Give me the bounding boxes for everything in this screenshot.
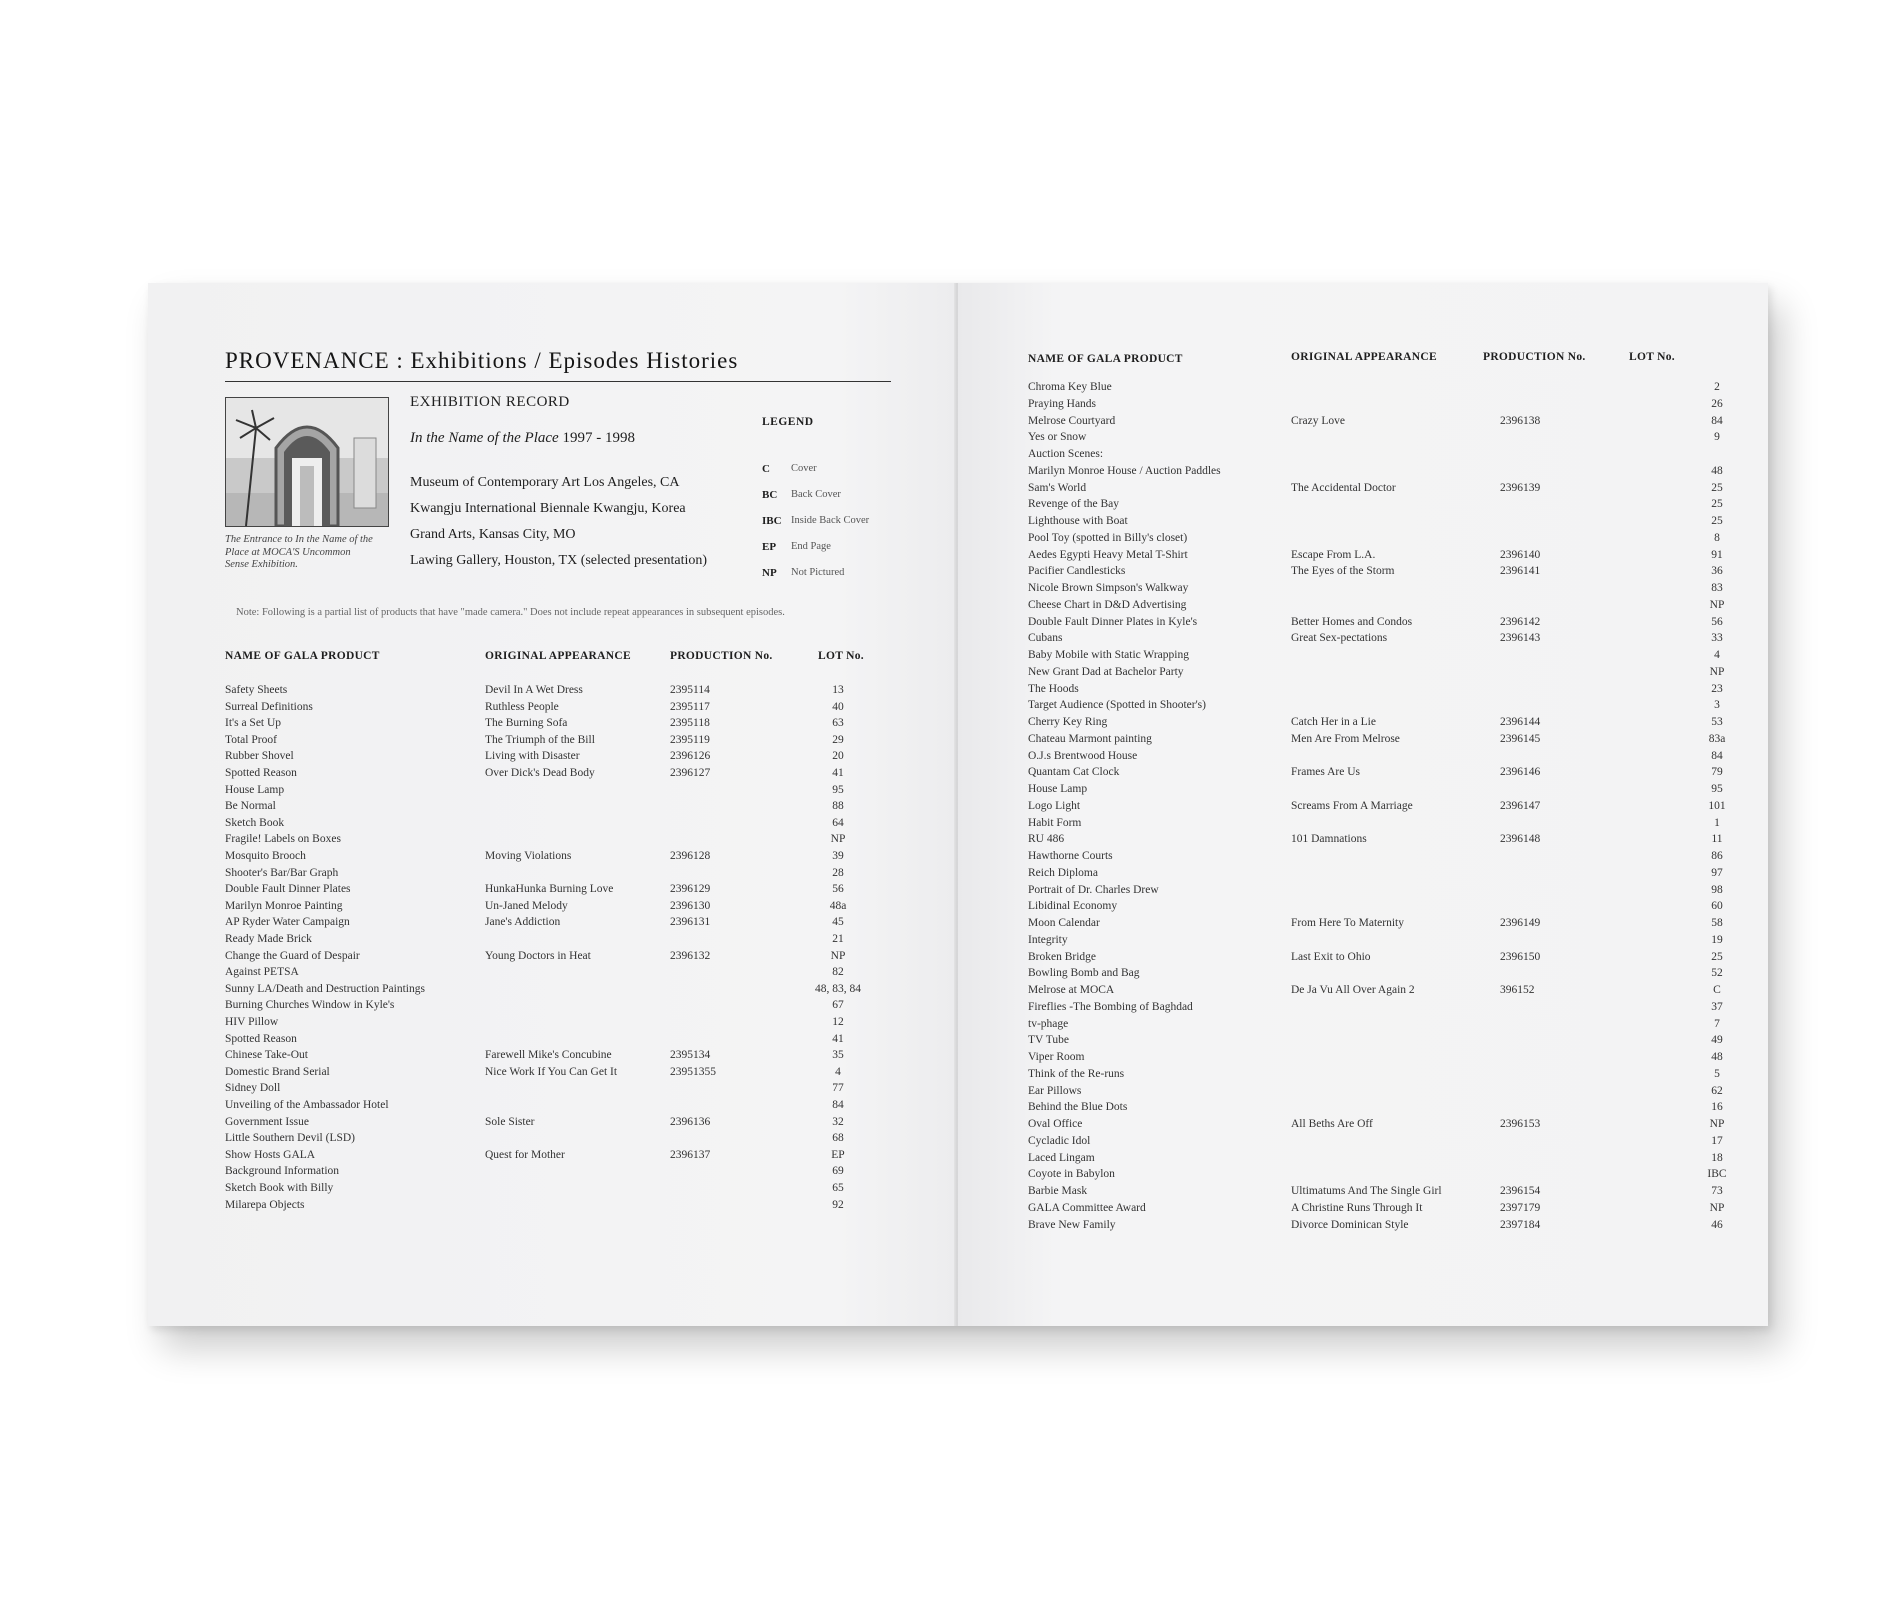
- lot-number: IBC: [1707, 1168, 1727, 1181]
- product-name: Cubans: [1028, 632, 1063, 645]
- original-appearance: De Ja Vu All Over Again 2: [1291, 984, 1415, 996]
- production-number: 2396141: [1500, 565, 1541, 578]
- product-name: Viper Room: [1028, 1051, 1085, 1063]
- product-name: Against PETSA: [225, 966, 299, 979]
- lot-number: 69: [832, 1165, 844, 1178]
- production-number: 2395117: [670, 700, 710, 713]
- product-name: Integrity: [1028, 933, 1068, 946]
- lot-number: 21: [832, 933, 844, 945]
- lot-number: 64: [832, 816, 844, 829]
- lot-number: 13: [832, 684, 844, 696]
- product-name: Fireflies -The Bombing of Baghdad: [1028, 1000, 1193, 1013]
- lot-number: 65: [832, 1182, 844, 1194]
- product-name: It's a Set Up: [225, 717, 282, 730]
- product-name: O.J.s Brentwood House: [1028, 749, 1138, 762]
- product-name: Chateau Marmont painting: [1028, 732, 1152, 745]
- lot-number: NP: [1709, 665, 1725, 678]
- lot-number: 41: [832, 1032, 844, 1045]
- lot-number: 45: [832, 916, 844, 929]
- product-name: Habit Form: [1028, 816, 1082, 829]
- lot-number: 1: [1714, 816, 1720, 829]
- lot-number: 29: [832, 733, 844, 746]
- lot-number: NP: [1709, 598, 1725, 611]
- lot-number: 11: [1711, 833, 1723, 846]
- product-name: tv-phage: [1028, 1017, 1069, 1030]
- production-number: 2397179: [1500, 1201, 1541, 1214]
- lot-number: 20: [832, 750, 844, 763]
- product-name: Behind the Blue Dots: [1028, 1101, 1128, 1114]
- lot-number: 73: [1711, 1185, 1723, 1197]
- production-number: 2395118: [670, 717, 710, 730]
- lot-number: NP: [1709, 1118, 1725, 1130]
- product-name: Rubber Shovel: [225, 750, 294, 763]
- product-name: Double Fault Dinner Plates: [225, 883, 351, 896]
- left-page: [148, 283, 958, 1326]
- legend-desc: Back Cover: [791, 489, 841, 500]
- product-name: Change the Guard of Despair: [225, 949, 360, 962]
- venue-item: Kwangju International Biennale Kwangju, Korea: [410, 501, 686, 516]
- production-number: 2396137: [670, 1148, 711, 1161]
- product-name: Target Audience (Spotted in Shooter's): [1028, 699, 1206, 712]
- product-name: Broken Bridge: [1028, 950, 1097, 963]
- production-number: 2396127: [670, 767, 711, 779]
- original-appearance: Moving Violations: [485, 850, 572, 862]
- production-number: 2396139: [1500, 481, 1541, 494]
- product-name: Ready Made Brick: [225, 933, 312, 945]
- lot-number: 84: [832, 1099, 844, 1111]
- lot-number: C: [1713, 984, 1721, 996]
- original-appearance: All Beths Are Off: [1291, 1118, 1373, 1130]
- lot-number: 48a: [829, 899, 847, 912]
- production-number: 2396145: [1500, 732, 1541, 745]
- col-header-appearance: ORIGINAL APPEARANCE: [1291, 351, 1437, 363]
- lot-number: 23: [1711, 682, 1723, 695]
- title-rule: [225, 381, 891, 382]
- product-name: Government Issue: [225, 1115, 309, 1128]
- product-name: Safety Sheets: [225, 684, 288, 696]
- lot-number: 25: [1711, 515, 1723, 527]
- production-number: 2396142: [1500, 615, 1541, 628]
- right-page: [958, 283, 1768, 1326]
- original-appearance: Catch Her in a Lie: [1291, 716, 1376, 728]
- product-name: GALA Committee Award: [1028, 1201, 1146, 1214]
- lot-number: 67: [832, 999, 844, 1012]
- product-name: TV Tube: [1028, 1034, 1070, 1047]
- original-appearance: Great Sex-pectations: [1291, 632, 1388, 645]
- production-number: 23951355: [670, 1065, 716, 1078]
- product-name: Portrait of Dr. Charles Drew: [1028, 883, 1159, 896]
- production-number: 2396147: [1500, 799, 1541, 812]
- original-appearance: Divorce Dominican Style: [1291, 1218, 1409, 1231]
- lot-number: 88: [832, 800, 844, 813]
- original-appearance: Over Dick's Dead Body: [485, 767, 595, 779]
- col-header-lot: LOT No.: [1629, 351, 1675, 363]
- legend-desc: Cover: [791, 463, 817, 474]
- product-name: Cheese Chart in D&D Advertising: [1028, 598, 1187, 611]
- product-name: Chinese Take-Out: [225, 1049, 308, 1062]
- production-number: 2395114: [670, 684, 710, 696]
- original-appearance: Ultimatums And The Single Girl: [1291, 1185, 1442, 1197]
- original-appearance: Nice Work If You Can Get It: [485, 1065, 618, 1078]
- lot-number: 28: [832, 866, 844, 879]
- lot-number: 56: [832, 883, 844, 896]
- page-title: PROVENANCE : Exhibitions / Episodes Histories: [225, 348, 739, 373]
- original-appearance: The Triumph of the Bill: [485, 733, 595, 746]
- lot-number: 35: [832, 1049, 844, 1062]
- legend-desc: Not Pictured: [791, 567, 845, 578]
- product-name: House Lamp: [1028, 783, 1088, 795]
- product-name: Milarepa Objects: [225, 1198, 305, 1211]
- original-appearance: Escape From L.A.: [1291, 548, 1376, 561]
- product-name: New Grant Dad at Bachelor Party: [1028, 665, 1184, 678]
- original-appearance: Better Homes and Condos: [1291, 615, 1413, 628]
- production-number: 2396129: [670, 883, 711, 896]
- lot-number: 95: [832, 783, 844, 796]
- product-name: Nicole Brown Simpson's Walkway: [1028, 582, 1189, 594]
- production-number: 2396131: [670, 916, 711, 929]
- original-appearance: Crazy Love: [1291, 414, 1345, 427]
- legend-code: IBC: [762, 515, 782, 527]
- lot-number: NP: [830, 833, 846, 846]
- lot-number: 17: [1711, 1134, 1723, 1147]
- legend-code: C: [762, 463, 770, 475]
- product-name: Pool Toy (spotted in Billy's closet): [1028, 531, 1188, 544]
- product-name: Reich Diploma: [1028, 866, 1098, 879]
- lot-number: 52: [1711, 967, 1723, 980]
- product-name: The Hoods: [1028, 682, 1079, 695]
- lot-number: 18: [1711, 1151, 1723, 1164]
- original-appearance: The Eyes of the Storm: [1291, 565, 1395, 578]
- product-name: House Lamp: [225, 783, 285, 796]
- lot-number: 41: [832, 767, 844, 779]
- product-name: Yes or Snow: [1028, 431, 1087, 444]
- product-name: Logo Light: [1028, 799, 1081, 812]
- lot-number: 33: [1711, 632, 1723, 645]
- product-name: Be Normal: [225, 800, 276, 813]
- product-name: Spotted Reason: [225, 1032, 297, 1045]
- lot-number: 25: [1711, 950, 1723, 963]
- production-number: 2396148: [1500, 833, 1541, 846]
- product-name: Marilyn Monroe Painting: [225, 899, 343, 912]
- product-name: Aedes Egypti Heavy Metal T-Shirt: [1028, 548, 1188, 561]
- lot-number: 25: [1711, 481, 1723, 494]
- lot-number: 39: [832, 850, 844, 862]
- original-appearance: Devil In A Wet Dress: [485, 684, 583, 696]
- lot-number: 97: [1711, 866, 1723, 879]
- lot-number: 91: [1711, 548, 1723, 561]
- legend-desc: End Page: [791, 541, 831, 552]
- lot-number: 62: [1711, 1084, 1723, 1097]
- product-name: Spotted Reason: [225, 767, 297, 779]
- col-header-appearance: ORIGINAL APPEARANCE: [485, 650, 631, 662]
- product-name: Mosquito Brooch: [225, 850, 306, 862]
- product-name: Surreal Definitions: [225, 700, 313, 713]
- lot-number: 19: [1711, 933, 1723, 946]
- production-number: 2396140: [1500, 548, 1541, 561]
- lot-number: 77: [832, 1082, 844, 1095]
- production-number: 2395134: [670, 1049, 711, 1062]
- show-years: 1997 - 1998: [562, 430, 635, 446]
- exhibition-entrance-photo: [225, 397, 389, 527]
- lot-number: 5: [1714, 1067, 1720, 1080]
- lot-number: 48: [1711, 1051, 1723, 1063]
- lot-number: 12: [832, 1016, 844, 1028]
- lot-number: 48: [1711, 464, 1723, 477]
- production-number: 2396138: [1500, 414, 1541, 427]
- product-name: Domestic Brand Serial: [225, 1065, 330, 1078]
- original-appearance: Last Exit to Ohio: [1291, 950, 1371, 963]
- legend-code: NP: [762, 567, 777, 579]
- production-number: 2395119: [670, 733, 710, 746]
- lot-number: NP: [830, 949, 846, 962]
- lot-number: 68: [832, 1132, 844, 1145]
- partial-list-note: Note: Following is a partial list of products that have "made camera." Does not include repeat appearances in subsequent episodes.: [236, 607, 785, 618]
- product-name: Moon Calendar: [1028, 917, 1100, 929]
- lot-number: 79: [1711, 766, 1723, 779]
- show-title: [410, 430, 635, 447]
- product-name: Bowling Bomb and Bag: [1028, 967, 1140, 980]
- original-appearance: Quest for Mother: [485, 1148, 565, 1161]
- lot-number: 16: [1711, 1101, 1723, 1114]
- product-name: Chroma Key Blue: [1028, 381, 1112, 393]
- product-name: Hawthorne Courts: [1028, 850, 1113, 862]
- production-number: 2396143: [1500, 632, 1541, 645]
- original-appearance: Jane's Addiction: [485, 916, 561, 929]
- lot-number: 4: [1714, 649, 1720, 661]
- production-number: 2396132: [670, 949, 711, 962]
- product-name: Melrose at MOCA: [1028, 984, 1115, 996]
- lot-number: 83: [1711, 582, 1723, 594]
- lot-number: 98: [1711, 883, 1723, 896]
- lot-number: 83a: [1708, 732, 1726, 745]
- production-number: 2396149: [1500, 917, 1541, 929]
- product-name: Marilyn Monroe House / Auction Paddles: [1028, 464, 1221, 477]
- lot-number: 46: [1711, 1218, 1723, 1231]
- original-appearance: Ruthless People: [485, 700, 559, 713]
- original-appearance: Screams From A Marriage: [1291, 799, 1413, 812]
- product-name: Little Southern Devil (LSD): [225, 1132, 355, 1145]
- col-header-production: PRODUCTION No.: [670, 650, 773, 662]
- photo-caption: The Entrance to In the Name of the Place at MOCA'S Uncommon Sense Exhibition.: [225, 534, 373, 570]
- product-name: HIV Pillow: [225, 1016, 279, 1028]
- product-name: Double Fault Dinner Plates in Kyle's: [1028, 615, 1198, 628]
- lot-number: 84: [1711, 749, 1723, 762]
- lot-number: 53: [1711, 716, 1723, 728]
- product-name: Barbie Mask: [1028, 1185, 1088, 1197]
- production-number: 2396153: [1500, 1118, 1541, 1130]
- production-number: 396152: [1500, 984, 1535, 996]
- production-number: 2396154: [1500, 1185, 1541, 1197]
- product-name: Show Hosts GALA: [225, 1148, 316, 1161]
- production-number: 2396150: [1500, 950, 1541, 963]
- col-header-production: PRODUCTION No.: [1483, 351, 1586, 363]
- product-name: Praying Hands: [1028, 397, 1097, 410]
- product-name: RU 486: [1028, 833, 1065, 846]
- original-appearance: Un-Janed Melody: [485, 899, 568, 912]
- original-appearance: The Burning Sofa: [485, 717, 568, 730]
- product-name: Sketch Book: [225, 816, 285, 829]
- lot-number: 7: [1714, 1017, 1720, 1030]
- lot-number: NP: [1709, 1201, 1725, 1214]
- product-name: Total Proof: [225, 733, 277, 746]
- legend-heading: LEGEND: [762, 416, 814, 428]
- original-appearance: From Here To Maternity: [1291, 917, 1405, 929]
- lot-number: 63: [832, 717, 844, 730]
- product-name: Burning Churches Window in Kyle's: [225, 999, 395, 1012]
- product-name: Shooter's Bar/Bar Graph: [225, 866, 339, 879]
- product-name: Baby Mobile with Static Wrapping: [1028, 649, 1189, 661]
- lot-number: 95: [1711, 783, 1723, 795]
- legend-code: BC: [762, 489, 778, 501]
- production-number: 2397184: [1500, 1218, 1541, 1231]
- lot-number: 36: [1711, 565, 1723, 578]
- product-name: Melrose Courtyard: [1028, 414, 1116, 427]
- lot-number: 25: [1711, 498, 1723, 511]
- lot-number: 8: [1714, 531, 1720, 544]
- lot-number: 56: [1711, 615, 1723, 628]
- lot-number: 9: [1714, 431, 1720, 444]
- product-name: Cycladic Idol: [1028, 1134, 1091, 1147]
- product-name: Background Information: [225, 1165, 340, 1178]
- product-name: Lighthouse with Boat: [1028, 515, 1128, 527]
- col-header-product: NAME OF GALA PRODUCT: [225, 650, 380, 662]
- product-name: Coyote in Babylon: [1028, 1168, 1115, 1181]
- product-name: Unveiling of the Ambassador Hotel: [225, 1099, 389, 1111]
- original-appearance: Farewell Mike's Concubine: [485, 1049, 612, 1062]
- venue-item: Grand Arts, Kansas City, MO: [410, 527, 576, 542]
- venue-item: Museum of Contemporary Art Los Angeles, CA: [410, 475, 680, 490]
- product-name: Fragile! Labels on Boxes: [225, 833, 341, 846]
- catalog-spread: [148, 283, 1768, 1326]
- lot-number: 86: [1711, 850, 1723, 862]
- lot-number: 84: [1711, 414, 1723, 427]
- original-appearance: Living with Disaster: [485, 750, 580, 763]
- product-name: Oval Office: [1028, 1118, 1083, 1130]
- lot-number: 82: [832, 966, 844, 979]
- product-name: Sunny LA/Death and Destruction Paintings: [225, 982, 425, 995]
- legend-desc: Inside Back Cover: [791, 515, 870, 526]
- lot-number: 58: [1711, 917, 1723, 929]
- show-name: In the Name of the Place: [410, 430, 559, 446]
- original-appearance: Men Are From Melrose: [1291, 732, 1400, 745]
- col-header-product: NAME OF GALA PRODUCT: [1028, 353, 1183, 365]
- production-number: 2396126: [670, 750, 711, 763]
- original-appearance: 101 Damnations: [1291, 833, 1367, 846]
- col-header-lot: LOT No.: [818, 650, 864, 662]
- lot-number: 3: [1714, 699, 1720, 712]
- original-appearance: Young Doctors in Heat: [485, 949, 591, 962]
- production-number: 2396130: [670, 899, 711, 912]
- product-name: Brave New Family: [1028, 1218, 1116, 1231]
- product-name: Auction Scenes:: [1028, 448, 1104, 460]
- product-name: Think of the Re-runs: [1028, 1067, 1125, 1080]
- original-appearance: HunkaHunka Burning Love: [485, 883, 614, 896]
- product-name: Cherry Key Ring: [1028, 716, 1108, 728]
- legend-code: EP: [762, 541, 777, 553]
- lot-number: 48, 83, 84: [815, 982, 861, 995]
- product-name: Libidinal Economy: [1028, 900, 1118, 913]
- original-appearance: The Accidental Doctor: [1291, 481, 1396, 494]
- production-number: 2396136: [670, 1115, 711, 1128]
- lot-number: 37: [1711, 1000, 1723, 1013]
- lot-number: 101: [1708, 799, 1726, 812]
- original-appearance: Sole Sister: [485, 1115, 535, 1128]
- original-appearance: Frames Are Us: [1291, 766, 1360, 779]
- product-name: Laced Lingam: [1028, 1151, 1095, 1164]
- product-name: Pacifier Candlesticks: [1028, 565, 1126, 578]
- product-name: Ear Pillows: [1028, 1084, 1082, 1097]
- lot-number: 26: [1711, 397, 1723, 410]
- product-name: Sidney Doll: [225, 1082, 281, 1095]
- lot-number: 2: [1714, 381, 1720, 393]
- lot-number: 4: [835, 1065, 841, 1078]
- lot-number: 49: [1711, 1034, 1723, 1047]
- lot-number: EP: [831, 1148, 845, 1161]
- original-appearance: A Christine Runs Through It: [1291, 1201, 1423, 1214]
- product-name: Quantam Cat Clock: [1028, 766, 1120, 779]
- exhibition-record-heading: EXHIBITION RECORD: [410, 394, 570, 410]
- venue-item: Lawing Gallery, Houston, TX (selected presentation): [410, 553, 708, 568]
- lot-number: 92: [832, 1198, 844, 1211]
- production-number: 2396144: [1500, 716, 1541, 728]
- production-number: 2396146: [1500, 766, 1541, 779]
- product-name: Sam's World: [1028, 481, 1087, 494]
- lot-number: 60: [1711, 900, 1723, 913]
- lot-number: 32: [832, 1115, 844, 1128]
- product-name: Revenge of the Bay: [1028, 498, 1120, 511]
- product-name: AP Ryder Water Campaign: [225, 916, 350, 929]
- lot-number: 40: [832, 700, 844, 713]
- production-number: 2396128: [670, 850, 711, 862]
- product-name: Sketch Book with Billy: [225, 1182, 334, 1194]
